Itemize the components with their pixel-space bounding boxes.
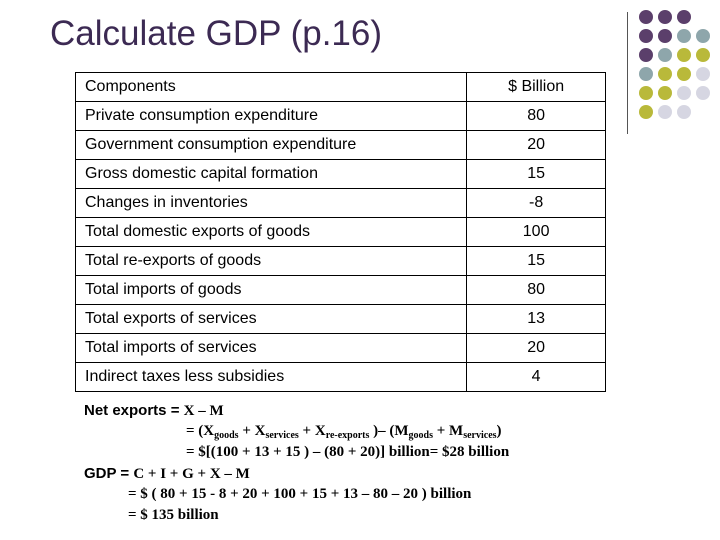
component-cell: Total imports of services	[76, 334, 467, 363]
component-cell: Total domestic exports of goods	[76, 218, 467, 247]
dot	[639, 105, 653, 119]
value-cell: 100	[467, 218, 606, 247]
table-row	[76, 363, 606, 392]
formula-part: )– (M	[369, 423, 409, 439]
value-cell: 20	[467, 334, 606, 363]
table-row	[76, 102, 606, 131]
table-header-row	[76, 73, 606, 102]
formula-part: + M	[432, 423, 464, 439]
component-cell: Total imports of goods	[76, 276, 467, 305]
gdp-expansion: = $ ( 80 + 15 - 8 + 20 + 100 + 15 + 13 – 80 – 20 ) billion	[128, 486, 472, 502]
component-cell: Total exports of services	[76, 305, 467, 334]
table-row	[76, 305, 606, 334]
table-row	[76, 276, 606, 305]
value-cell: 20	[467, 131, 606, 160]
gdp-formula: C + I + G + X – M	[133, 466, 250, 482]
dot	[677, 29, 691, 43]
formula-part: = (X	[186, 423, 215, 439]
subscript: services	[265, 430, 299, 441]
dot	[696, 67, 710, 81]
gdp-line	[84, 463, 427, 484]
dot	[639, 67, 653, 81]
component-cell: Private consumption expenditure	[76, 102, 467, 131]
dot	[696, 29, 710, 43]
value-cell: 13	[467, 305, 606, 334]
value-cell: 15	[467, 160, 606, 189]
table-row	[76, 218, 606, 247]
dot	[677, 86, 691, 100]
dot	[658, 48, 672, 62]
net-exports-expansion	[186, 421, 529, 442]
formula-part: + X	[238, 423, 266, 439]
component-cell: Changes in inventories	[76, 189, 467, 218]
dot	[677, 10, 691, 24]
subscript: re-exports	[325, 430, 370, 441]
dot	[658, 86, 672, 100]
subscript: goods	[408, 430, 433, 441]
table-row	[76, 160, 606, 189]
net-exports-result: = $[(100 + 13 + 15 ) – (80 + 20)] billion= $28 billion	[186, 444, 510, 460]
net-exports-line	[84, 400, 427, 421]
net-exports-label: Net exports =	[84, 402, 184, 419]
table-row	[76, 334, 606, 363]
table-row	[76, 189, 606, 218]
dot	[639, 29, 653, 43]
dot	[677, 105, 691, 119]
header-components: Components	[76, 73, 467, 102]
dot	[658, 105, 672, 119]
formula-part: )	[496, 423, 502, 439]
dot	[658, 29, 672, 43]
subscript: services	[463, 430, 497, 441]
gdp-components-table	[75, 72, 606, 392]
dot	[639, 48, 653, 62]
dot	[677, 48, 691, 62]
gdp-result: = $ 135 billion	[128, 507, 219, 523]
component-cell: Gross domestic capital formation	[76, 160, 467, 189]
divider-line	[627, 12, 628, 134]
dot	[639, 86, 653, 100]
dot	[696, 86, 710, 100]
header-billion: $ Billion	[467, 73, 606, 102]
value-cell: -8	[467, 189, 606, 218]
component-cell: Indirect taxes less subsidies	[76, 363, 467, 392]
table-row	[76, 131, 606, 160]
net-exports-formula: X – M	[183, 403, 224, 419]
gdp-calculation	[84, 400, 510, 526]
value-cell: 80	[467, 276, 606, 305]
component-cell: Total re-exports of goods	[76, 247, 467, 276]
value-cell: 4	[467, 363, 606, 392]
value-cell: 15	[467, 247, 606, 276]
dot	[658, 10, 672, 24]
component-cell: Government consumption expenditure	[76, 131, 467, 160]
dot	[658, 67, 672, 81]
table-row	[76, 247, 606, 276]
gdp-label: GDP =	[84, 465, 134, 482]
dot	[639, 10, 653, 24]
value-cell: 80	[467, 102, 606, 131]
dot	[696, 48, 710, 62]
slide-title: Calculate GDP (p.16)	[50, 14, 383, 53]
dot	[677, 67, 691, 81]
formula-part: + X	[298, 423, 326, 439]
subscript: goods	[214, 430, 239, 441]
